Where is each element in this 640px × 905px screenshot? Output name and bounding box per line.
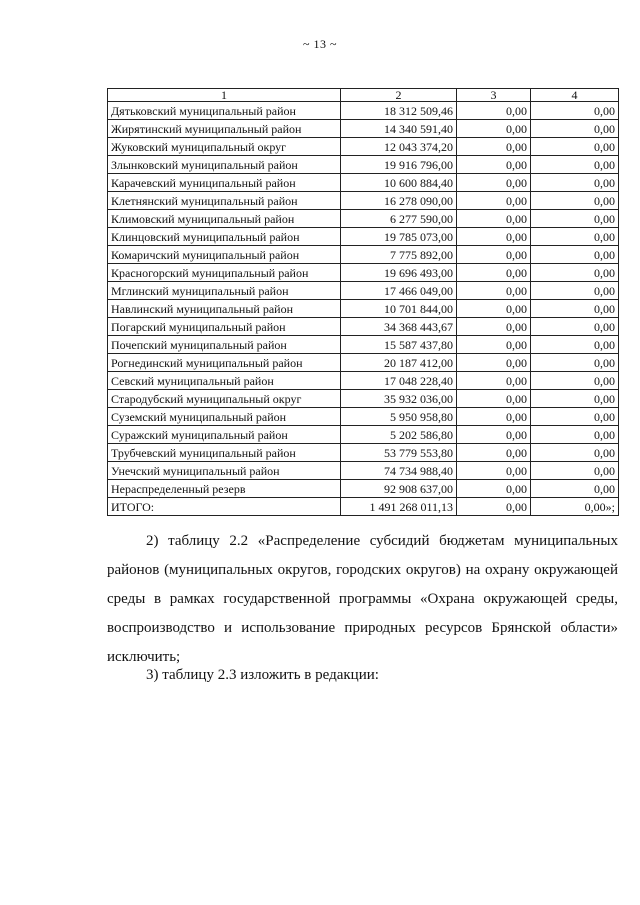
table-row — [108, 156, 619, 174]
column-3-cell: 0,00 — [457, 318, 531, 336]
amount-cell: 12 043 374,20 — [341, 138, 457, 156]
table-header-row — [108, 89, 619, 102]
district-name-cell: Мглинский муниципальный район — [108, 282, 341, 300]
district-name-cell: Почепский муниципальный район — [108, 336, 341, 354]
table-row — [108, 102, 619, 120]
column-4-cell: 0,00 — [531, 210, 619, 228]
column-header: 2 — [341, 89, 457, 102]
district-name-cell: Карачевский муниципальный район — [108, 174, 341, 192]
amount-cell: 6 277 590,00 — [341, 210, 457, 228]
column-4-cell: 0,00 — [531, 354, 619, 372]
column-4-cell: 0,00 — [531, 102, 619, 120]
column-3-cell: 0,00 — [457, 210, 531, 228]
table-row — [108, 408, 619, 426]
column-3-cell: 0,00 — [457, 228, 531, 246]
district-name-cell: Красногорский муниципальный район — [108, 264, 341, 282]
column-3-cell: 0,00 — [457, 390, 531, 408]
amount-cell: 53 779 553,80 — [341, 444, 457, 462]
column-3-cell: 0,00 — [457, 354, 531, 372]
district-name-cell: Севский муниципальный район — [108, 372, 341, 390]
column-3-cell: 0,00 — [457, 480, 531, 498]
column-4-cell: 0,00 — [531, 138, 619, 156]
paragraph-item-2: 2) таблицу 2.2 «Распределение субсидий бюджетам муниципальных районов (муниципальных округов, городских округов) на охрану окружающей среды в рамках государственной программы «Охрана окружающей среды, воспроизводство и использование природных ресурсов Брянской области» исключить; — [107, 533, 618, 665]
column-3-cell: 0,00 — [457, 156, 531, 174]
table-row — [108, 246, 619, 264]
district-name-cell: Жуковский муниципальный округ — [108, 138, 341, 156]
column-4-cell: 0,00 — [531, 156, 619, 174]
table-row — [108, 192, 619, 210]
column-3-cell: 0,00 — [457, 372, 531, 390]
subsidy-table — [107, 88, 619, 516]
table-row — [108, 462, 619, 480]
amount-cell: 19 916 796,00 — [341, 156, 457, 174]
table-row — [108, 426, 619, 444]
table-row — [108, 318, 619, 336]
table-row — [108, 300, 619, 318]
column-4-cell: 0,00 — [531, 282, 619, 300]
column-4-cell: 0,00 — [531, 192, 619, 210]
table-row — [108, 138, 619, 156]
amount-cell: 19 785 073,00 — [341, 228, 457, 246]
column-3-cell: 0,00 — [457, 192, 531, 210]
column-4-cell: 0,00 — [531, 480, 619, 498]
amount-cell: 5 950 958,80 — [341, 408, 457, 426]
table-row — [108, 336, 619, 354]
paragraph-item-3: 3) таблицу 2.3 изложить в редакции: — [146, 667, 379, 683]
column-header: 3 — [457, 89, 531, 102]
district-name-cell: Жирятинский муниципальный район — [108, 120, 341, 138]
amount-cell: 74 734 988,40 — [341, 462, 457, 480]
column-4-cell: 0,00 — [531, 300, 619, 318]
column-3-cell: 0,00 — [457, 102, 531, 120]
amount-cell: 17 466 049,00 — [341, 282, 457, 300]
district-name-cell: Трубчевский муниципальный район — [108, 444, 341, 462]
column-4-cell: 0,00 — [531, 246, 619, 264]
table-row — [108, 390, 619, 408]
table-row — [108, 444, 619, 462]
amount-cell: 19 696 493,00 — [341, 264, 457, 282]
column-header: 4 — [531, 89, 619, 102]
column-4-cell: 0,00 — [531, 462, 619, 480]
district-name-cell: Климовский муниципальный район — [108, 210, 341, 228]
district-name-cell: Навлинский муниципальный район — [108, 300, 341, 318]
amount-cell: 20 187 412,00 — [341, 354, 457, 372]
column-3-cell: 0,00 — [457, 462, 531, 480]
amount-cell: 5 202 586,80 — [341, 426, 457, 444]
column-3-cell: 0,00 — [457, 174, 531, 192]
column-3-cell: 0,00 — [457, 246, 531, 264]
table-row — [108, 282, 619, 300]
column-4-cell: 0,00 — [531, 390, 619, 408]
amount-cell: 17 048 228,40 — [341, 372, 457, 390]
column-3-cell: 0,00 — [457, 300, 531, 318]
column-3-cell: 0,00 — [457, 426, 531, 444]
district-name-cell: Клетнянский муниципальный район — [108, 192, 341, 210]
district-name-cell: Суземский муниципальный район — [108, 408, 341, 426]
column-4-cell: 0,00 — [531, 228, 619, 246]
table-row — [108, 480, 619, 498]
district-name-cell: Злынковский муниципальный район — [108, 156, 341, 174]
amount-cell: 18 312 509,46 — [341, 102, 457, 120]
table-row — [108, 264, 619, 282]
column-4-cell: 0,00 — [531, 372, 619, 390]
page-number: ~ 13 ~ — [303, 37, 337, 51]
district-name-cell: ИТОГО: — [108, 498, 341, 516]
district-name-cell: Унечский муниципальный район — [108, 462, 341, 480]
table-row — [108, 228, 619, 246]
column-3-cell: 0,00 — [457, 138, 531, 156]
amount-cell: 92 908 637,00 — [341, 480, 457, 498]
amount-cell: 10 701 844,00 — [341, 300, 457, 318]
amount-cell: 35 932 036,00 — [341, 390, 457, 408]
amount-cell: 16 278 090,00 — [341, 192, 457, 210]
district-name-cell: Комаричский муниципальный район — [108, 246, 341, 264]
column-4-cell: 0,00 — [531, 120, 619, 138]
table-row — [108, 354, 619, 372]
column-3-cell: 0,00 — [457, 444, 531, 462]
column-header: 1 — [108, 89, 341, 102]
column-4-cell: 0,00 — [531, 318, 619, 336]
column-4-cell: 0,00»; — [531, 498, 619, 516]
district-name-cell: Погарский муниципальный район — [108, 318, 341, 336]
column-4-cell: 0,00 — [531, 336, 619, 354]
amount-cell: 34 368 443,67 — [341, 318, 457, 336]
column-3-cell: 0,00 — [457, 336, 531, 354]
column-3-cell: 0,00 — [457, 264, 531, 282]
column-4-cell: 0,00 — [531, 444, 619, 462]
column-3-cell: 0,00 — [457, 498, 531, 516]
table-body — [108, 102, 619, 516]
column-3-cell: 0,00 — [457, 120, 531, 138]
column-4-cell: 0,00 — [531, 426, 619, 444]
district-name-cell: Рогнединский муниципальный район — [108, 354, 341, 372]
district-name-cell: Дятьковский муниципальный район — [108, 102, 341, 120]
district-name-cell: Стародубский муниципальный округ — [108, 390, 341, 408]
amount-cell: 15 587 437,80 — [341, 336, 457, 354]
table-row — [108, 210, 619, 228]
amount-cell: 7 775 892,00 — [341, 246, 457, 264]
column-4-cell: 0,00 — [531, 174, 619, 192]
amount-cell: 10 600 884,40 — [341, 174, 457, 192]
table-row — [108, 174, 619, 192]
column-3-cell: 0,00 — [457, 408, 531, 426]
table-row — [108, 372, 619, 390]
district-name-cell: Клинцовский муниципальный район — [108, 228, 341, 246]
column-4-cell: 0,00 — [531, 408, 619, 426]
table-row — [108, 120, 619, 138]
district-name-cell: Нераспределенный резерв — [108, 480, 341, 498]
column-3-cell: 0,00 — [457, 282, 531, 300]
column-4-cell: 0,00 — [531, 264, 619, 282]
table-row — [108, 498, 619, 516]
amount-cell: 1 491 268 011,13 — [341, 498, 457, 516]
amount-cell: 14 340 591,40 — [341, 120, 457, 138]
district-name-cell: Суражский муниципальный район — [108, 426, 341, 444]
